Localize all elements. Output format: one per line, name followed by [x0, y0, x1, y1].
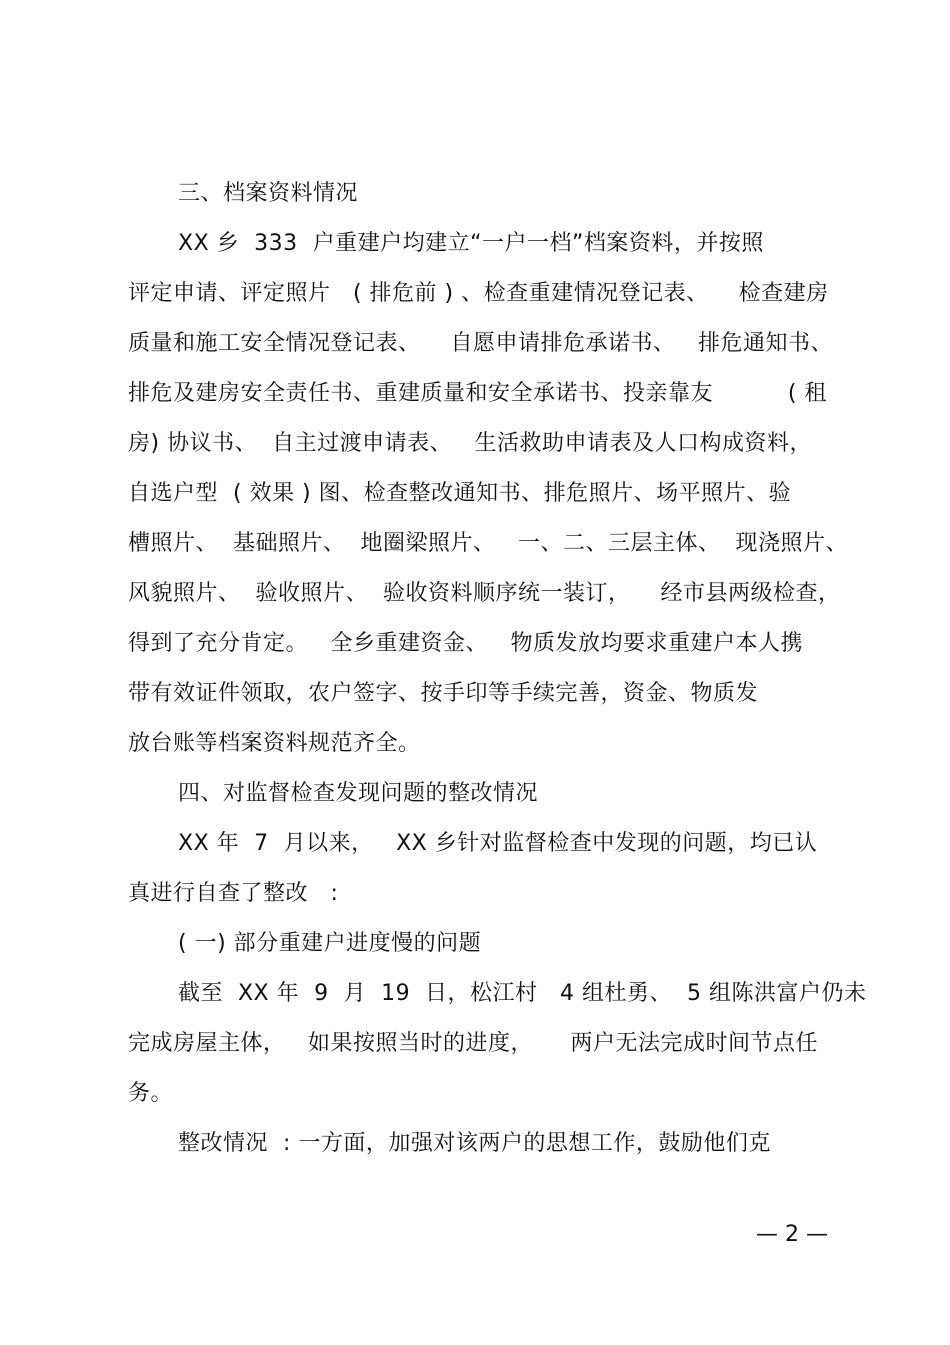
section-heading-archives: 三、档案资料情况	[178, 181, 359, 206]
paragraph-line: 真进行自查了整改 :	[128, 881, 339, 906]
page-number: — 2 —	[756, 1222, 828, 1247]
paragraph-line: 排危及建房安全责任书、重建质量和安全承诺书、投亲靠友 ( 租	[128, 381, 828, 406]
paragraph-line: 风貌照片、 验收照片、 验收资料顺序统一装订， 经市县两级检查，	[128, 581, 841, 606]
paragraph-line: XX 年 7 月以来， XX 乡针对监督检查中发现的问题，均已认	[178, 831, 818, 856]
paragraph-line: 槽照片、 基础照片、 地圈梁照片、 一、二、三层主体、 现浇照片、	[128, 531, 848, 556]
section-heading-rectification: 四、对监督检查发现问题的整改情况	[178, 781, 539, 806]
paragraph-line: XX 乡 333 户重建户均建立“一户一档”档案资料，并按照	[178, 231, 764, 256]
paragraph-line: 整改情况 : 一方面，加强对该两户的思想工作，鼓励他们克	[178, 1131, 771, 1156]
paragraph-line: 评定申请、评定照片 ( 排危前 ) 、检查重建情况登记表、 检查建房	[128, 281, 829, 306]
paragraph-line: 房) 协议书、 自主过渡申请表、 生活救助申请表及人口构成资料，	[128, 431, 813, 456]
paragraph-line: 完成房屋主体， 如果按照当时的进度， 两户无法完成时间节点任	[128, 1031, 818, 1056]
paragraph-line: 务。	[128, 1081, 174, 1106]
paragraph-line: 得到了充分肯定。 全乡重建资金、 物质发放均要求重建户本人携	[128, 631, 803, 656]
paragraph-line: 带有效证件领取，农户签字、按手印等手续完善，资金、物质发	[128, 681, 759, 706]
paragraph-line: 放台账等档案资料规范齐全。	[128, 731, 421, 756]
subsection-heading: ( 一) 部分重建户进度慢的问题	[178, 931, 482, 956]
paragraph-line: 自选户型 ( 效果 ) 图、检查整改通知书、排危照片、场平照片、验	[128, 481, 792, 506]
paragraph-line: 截至 XX 年 9 月 19 日，松江村 4 组杜勇、 5 组陈洪富户仍未	[178, 981, 867, 1006]
paragraph-line: 质量和施工安全情况登记表、 自愿申请排危承诺书、 排危通知书、	[128, 331, 833, 356]
